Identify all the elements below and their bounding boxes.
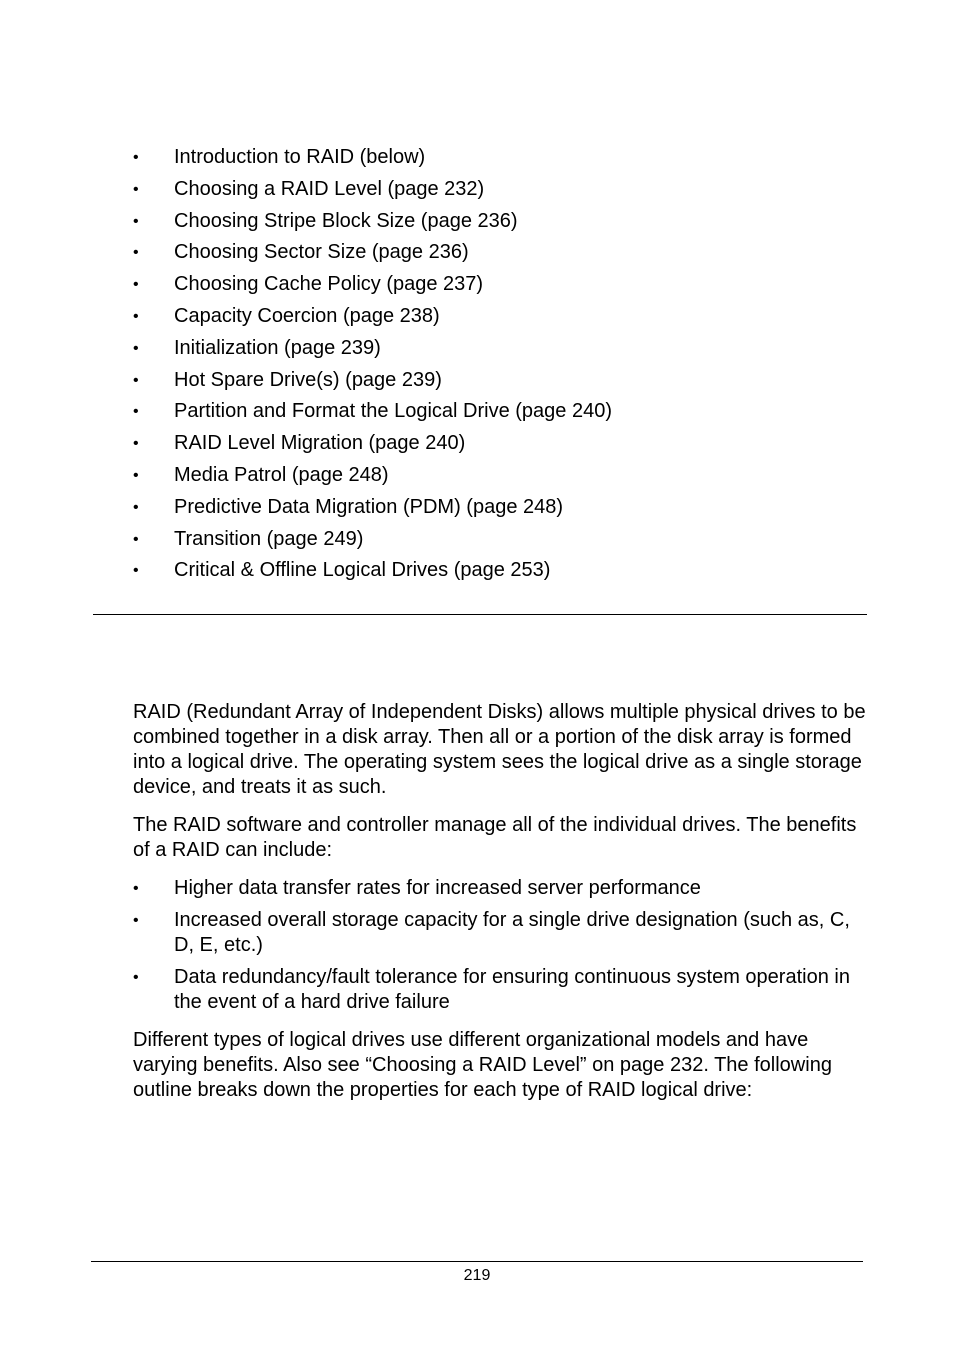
- benefit-item: [133, 876, 868, 901]
- toc-item-text: Introduction to RAID (below): [174, 146, 426, 168]
- toc-item-text: Choosing Stripe Block Size (page 236): [174, 209, 518, 232]
- toc-item-text: Choosing a RAID Level (page 232): [174, 177, 485, 200]
- toc-item-text: Critical & Offline Logical Drives (page 253): [174, 559, 551, 582]
- toc-item-text: Choosing Sector Size (page 236): [174, 241, 469, 264]
- benefit-item: [133, 965, 868, 1015]
- benefit-text: Data redundancy/fault tolerance for ensuring continuous system operation in the event of a hard drive failure: [174, 966, 850, 1013]
- toc-item-text: Capacity Coercion (page 238): [174, 304, 440, 327]
- benefit-text: Increased overall storage capacity for a single drive designation (such as, C, D, E, etc.): [174, 909, 850, 956]
- bullet: •: [133, 276, 139, 294]
- toc-item-text: Choosing Cache Policy (page 237): [174, 273, 484, 296]
- toc-item-text: Partition and Format the Logical Drive (page 240): [174, 400, 613, 423]
- bullet: •: [133, 244, 139, 262]
- intro-paragraph-1: RAID (Redundant Array of Independent Disks) allows multiple physical drives to be combined together in a disk array. Then all or a portion of the disk array is formed into a logical drive. The operating system sees the logical drive as a single storage device, and treats it as such.: [133, 701, 866, 798]
- toc-item: [133, 365, 873, 397]
- page-number: 219: [463, 1267, 491, 1284]
- bullet: •: [133, 212, 139, 230]
- toc-item: [133, 396, 873, 428]
- toc-item: [133, 333, 873, 365]
- toc-item: [133, 555, 873, 587]
- bullet: •: [133, 435, 139, 453]
- bullet: •: [133, 562, 139, 580]
- bullet: •: [133, 969, 139, 986]
- benefits-list: [133, 876, 868, 1015]
- bullet: •: [133, 466, 139, 484]
- section-divider: [93, 614, 867, 615]
- toc-item: [133, 460, 873, 492]
- toc-item: [133, 237, 873, 269]
- toc-item: [133, 142, 873, 174]
- bullet: •: [133, 498, 139, 516]
- toc-list: [133, 142, 873, 587]
- toc-item: [133, 524, 873, 556]
- intro-section: [133, 700, 868, 1116]
- bullet: •: [133, 880, 139, 897]
- bullet: •: [133, 307, 139, 325]
- toc-item: [133, 174, 873, 206]
- toc-item: [133, 492, 873, 524]
- toc-item: [133, 301, 873, 333]
- bullet: •: [133, 912, 139, 929]
- toc-item-text: Media Patrol (page 248): [174, 463, 389, 486]
- toc-item-text: Predictive Data Migration (PDM) (page 248): [174, 495, 564, 518]
- toc-item-text: Hot Spare Drive(s) (page 239): [174, 368, 442, 391]
- toc-item-text: Transition (page 249): [174, 527, 364, 550]
- toc-item: [133, 428, 873, 460]
- bullet: •: [133, 339, 139, 357]
- footer-divider: [91, 1261, 863, 1262]
- toc-item-text: Initialization (page 239): [174, 336, 381, 359]
- toc-item: [133, 269, 873, 301]
- benefit-text: Higher data transfer rates for increased server performance: [174, 877, 701, 899]
- toc-item: [133, 206, 873, 238]
- bullet: •: [133, 403, 139, 421]
- intro-paragraph-2: The RAID software and controller manage all of the individual drives. The benefits of a RAID can include:: [133, 814, 857, 861]
- bullet: •: [133, 530, 139, 548]
- toc-item-text: RAID Level Migration (page 240): [174, 432, 466, 455]
- bullet: •: [133, 180, 139, 198]
- bullet: •: [133, 149, 139, 166]
- benefit-item: [133, 908, 868, 958]
- intro-paragraph-3: Different types of logical drives use different organizational models and have varying benefits. Also see “Choosing a RAID Level” on page 232. The following outline breaks down the properties for each type of RAID logical drive:: [133, 1029, 832, 1101]
- bullet: •: [133, 371, 139, 389]
